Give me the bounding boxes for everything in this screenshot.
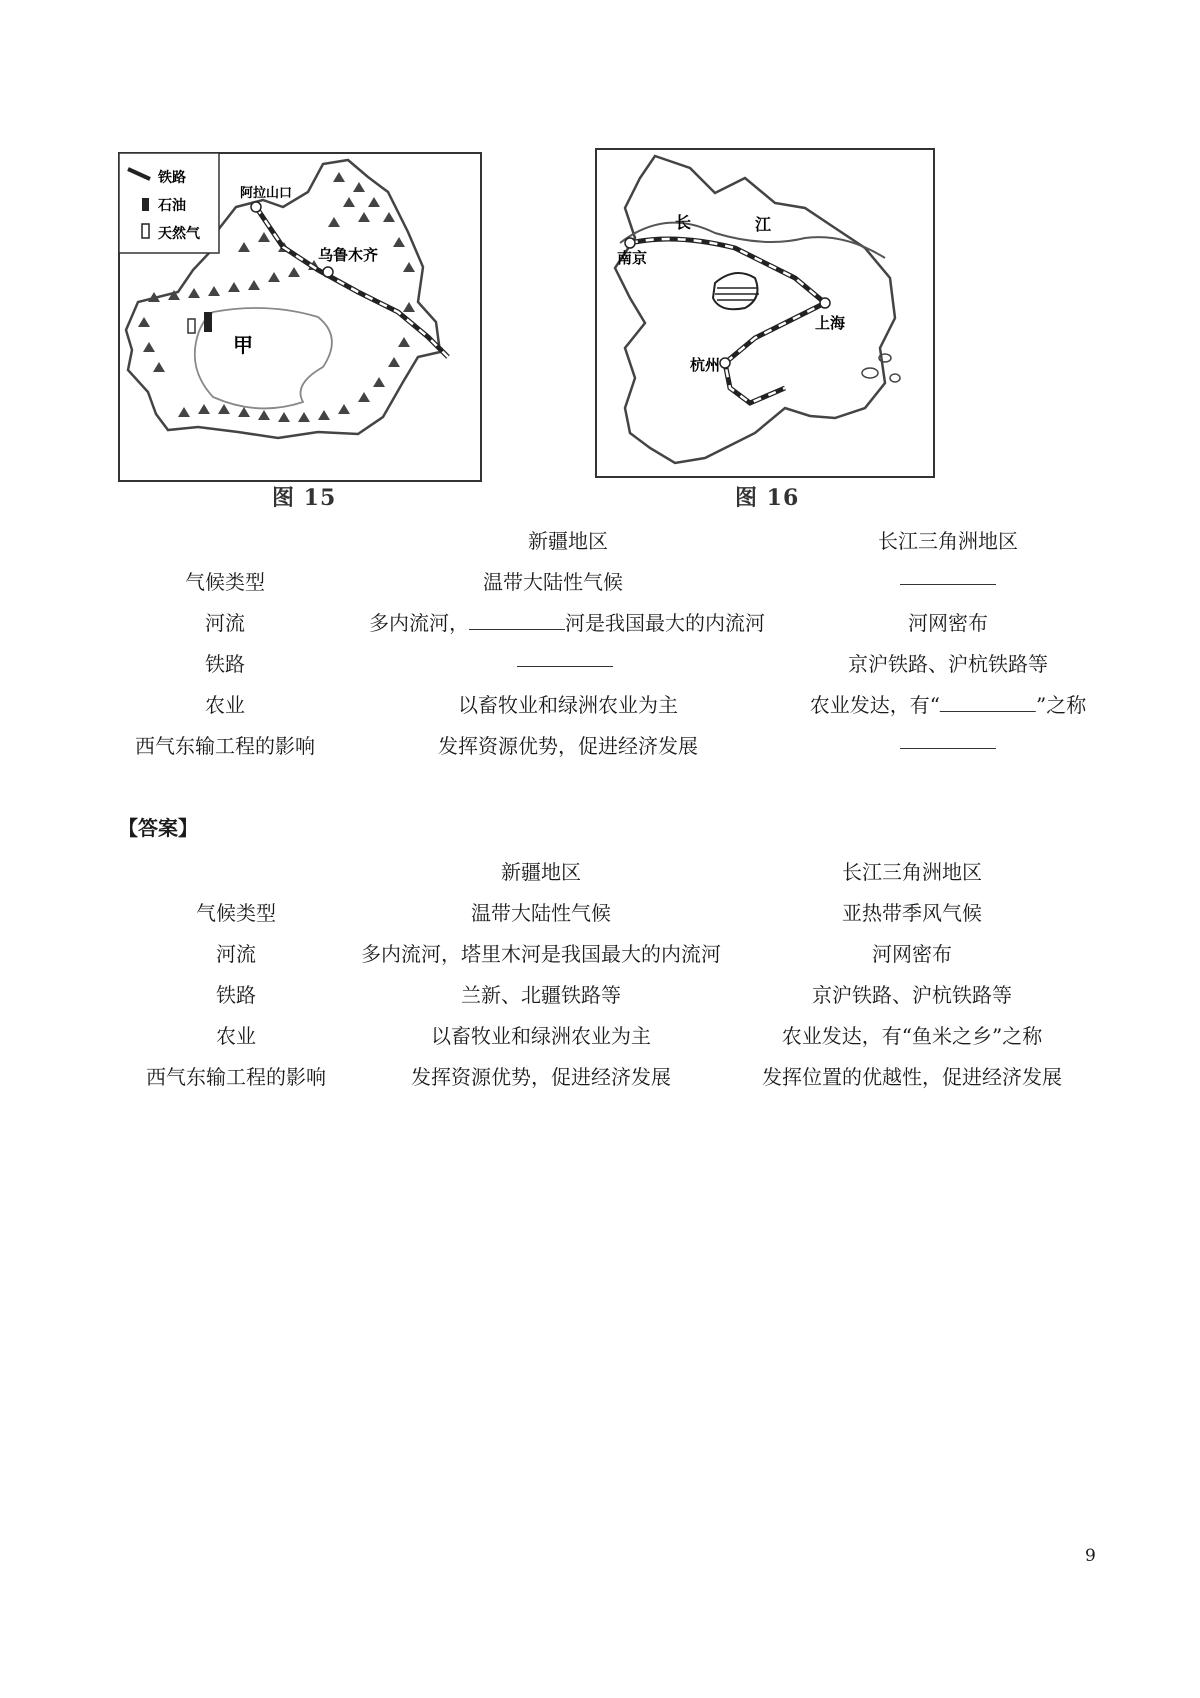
yangtze-cell: 京沪铁路、沪杭铁路等 <box>812 983 1012 1007</box>
basin-label: 甲 <box>233 333 253 357</box>
page-number: 9 <box>1085 1546 1096 1566</box>
figure-16-caption: 图 16 <box>735 485 800 511</box>
yangtze-cell: 农业发达，有“鱼米之乡”之称 <box>781 1024 1043 1048</box>
text-post: 河是我国最大的内流河 <box>565 611 765 635</box>
xinjiang-cell: 兰新、北疆铁路等 <box>461 983 621 1007</box>
pass-marker <box>251 202 261 212</box>
row-label: 铁路 <box>205 652 245 676</box>
table-row <box>0 979 1200 1013</box>
xinjiang-cell: 以畜牧业和绿洲农业为主 <box>458 693 678 717</box>
table-row <box>0 730 1200 764</box>
text-pre: 农业发达，有“ <box>809 693 940 717</box>
city-marker <box>323 267 333 277</box>
xinjiang-cell <box>369 607 765 636</box>
xinjiang-cell: 发挥资源优势，促进经济发展 <box>438 734 698 758</box>
header-yangtze: 长江三角洲地区 <box>878 529 1018 553</box>
hangzhou-label: 杭州 <box>690 356 721 374</box>
answer-heading: 【答案】 <box>118 816 198 840</box>
table-row <box>0 1061 1200 1095</box>
header-yangtze: 长江三角洲地区 <box>842 860 982 884</box>
taihu-lake <box>713 273 757 309</box>
answer-blank[interactable] <box>940 693 1036 712</box>
figure-16-map <box>595 148 935 478</box>
header-xinjiang: 新疆地区 <box>528 529 608 553</box>
city-label: 乌鲁木齐 <box>318 246 379 264</box>
shanghai-label: 上海 <box>815 314 846 332</box>
table-row <box>0 566 1200 600</box>
table-row <box>0 607 1200 641</box>
pass-label: 阿拉山口 <box>240 186 293 201</box>
yangtze-cell: 发挥位置的优越性，促进经济发展 <box>762 1065 1062 1089</box>
xinjiang-cell: 发挥资源优势，促进经济发展 <box>411 1065 671 1089</box>
header-xinjiang: 新疆地区 <box>501 860 581 884</box>
row-label: 西气东输工程的影响 <box>146 1065 326 1089</box>
row-label: 铁路 <box>216 983 256 1007</box>
row-label: 气候类型 <box>185 570 265 594</box>
yangtze-map-svg <box>595 148 935 478</box>
answer-blank[interactable] <box>900 566 996 590</box>
figure-15-caption: 图 15 <box>272 485 337 511</box>
row-label: 农业 <box>216 1024 256 1048</box>
figure-15-map <box>118 152 483 482</box>
answer-table-header <box>0 856 1200 890</box>
xinjiang-map-svg <box>118 152 483 482</box>
yangtze-cell <box>810 689 1086 718</box>
legend-railway-label: 铁路 <box>158 170 186 186</box>
table-row <box>0 938 1200 972</box>
answer-blank[interactable] <box>469 611 565 630</box>
map-frame <box>596 149 934 477</box>
row-label: 河流 <box>216 942 256 966</box>
hangzhou-marker <box>720 358 730 368</box>
yangtze-cell: 京沪铁路、沪杭铁路等 <box>848 652 1048 676</box>
answer-blank[interactable] <box>900 730 996 754</box>
text-post: ”之称 <box>1036 693 1087 717</box>
shanghai-marker <box>820 298 830 308</box>
nanjing-marker <box>625 238 635 248</box>
xinjiang-cell: 温带大陆性气候 <box>471 901 611 925</box>
xinjiang-cell: 多内流河，塔里木河是我国最大的内流河 <box>361 942 721 966</box>
river-label-b: 江 <box>755 215 772 234</box>
legend-oil-icon <box>142 198 149 211</box>
answer-blank[interactable] <box>517 648 613 672</box>
table-row <box>0 648 1200 682</box>
river-label-a: 长 <box>675 213 692 232</box>
table-row <box>0 897 1200 931</box>
xinjiang-cell: 温带大陆性气候 <box>483 570 623 594</box>
yangtze-cell: 河网密布 <box>872 942 952 966</box>
row-label: 河流 <box>205 611 245 635</box>
question-table-header <box>0 525 1200 559</box>
row-label: 农业 <box>205 693 245 717</box>
legend-oil-label: 石油 <box>158 198 186 214</box>
text-pre: 多内流河， <box>369 611 469 635</box>
row-label: 气候类型 <box>196 901 276 925</box>
oil-symbol <box>204 312 212 332</box>
xinjiang-cell: 以畜牧业和绿洲农业为主 <box>431 1024 651 1048</box>
yangtze-cell: 亚热带季风气候 <box>842 901 982 925</box>
nanjing-label: 南京 <box>617 249 648 267</box>
table-row <box>0 1020 1200 1054</box>
legend-gas-label: 天然气 <box>158 226 200 242</box>
yangtze-cell: 河网密布 <box>908 611 988 635</box>
row-label: 西气东输工程的影响 <box>135 734 315 758</box>
table-row <box>0 689 1200 723</box>
